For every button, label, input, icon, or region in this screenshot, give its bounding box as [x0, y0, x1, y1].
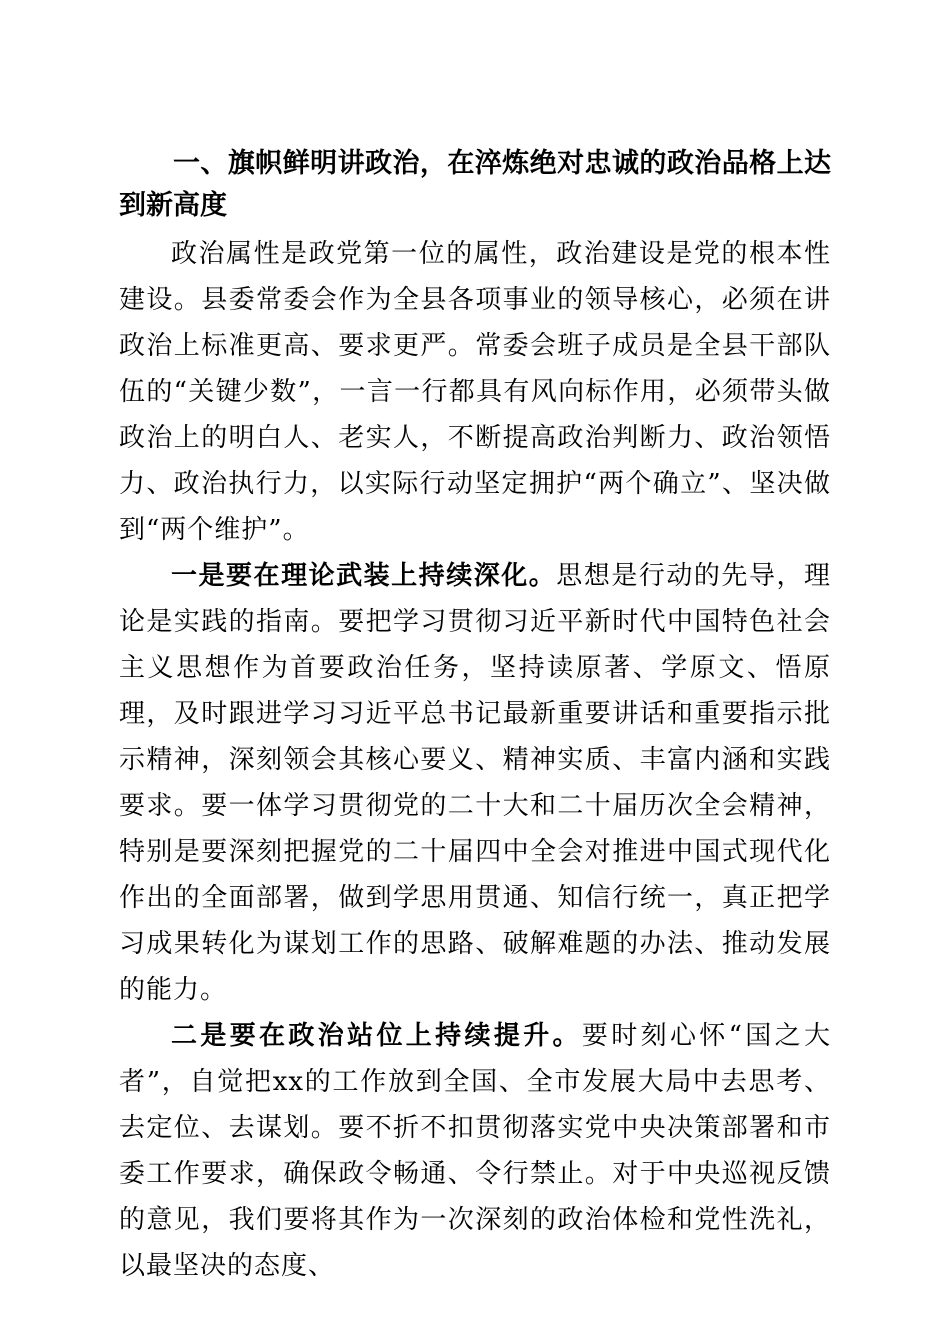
- document-body: [119, 143, 831, 1289]
- body-paragraph: [119, 231, 831, 553]
- paragraph-lead: 一是要在理论武装上持续深化。: [171, 561, 557, 591]
- paragraph-text: 政治属性是政党第一位的属性，政治建设是党的根本性建设。县委常委会作为全县各项事业的领导核心，必须在讲政治上标准更高、要求更严。常委会班子成员是全县干部队伍的“关键少数”，一言一行都具有风向标作用，必须带头做政治上的明白人、老实人，不断提高政治判断力、政治领悟力、政治执行力，以实际行动坚定拥护“两个确立”、坚决做到“两个维护”。: [119, 239, 831, 545]
- paragraph-text: 思想是行动的先导，理论是实践的指南。要把学习贯彻习近平新时代中国特色社会主义思想作为首要政治任务，坚持读原著、学原文、悟原理，及时跟进学习习近平总书记最新重要讲话和重要指示批示精神，深刻领会其核心要义、精神实质、丰富内涵和实践要求。要一体学习贯彻党的二十大和二十届历次全会精神，特别是要深刻把握党的二十届四中全会对推进中国式现代化作出的全面部署，做到学思用贯通、知信行统一，真正把学习成果转化为谋划工作的思路、破解难题的办法、推动发展的能力。: [119, 561, 831, 1005]
- body-paragraph: [119, 553, 831, 1013]
- section-heading: 一、旗帜鲜明讲政治，在淬炼绝对忠诚的政治品格上达到新高度: [119, 148, 831, 221]
- paragraph-lead: 二是要在政治站位上持续提升。: [171, 1021, 582, 1051]
- paragraph-text: 要时刻心怀“国之大者”，自觉把xx的工作放到全国、全市发展大局中去思考、去定位、去谋划。要不折不扣贯彻落实党中央决策部署和市委工作要求，确保政令畅通、令行禁止。对于中央巡视反馈的意见，我们要将其作为一次深刻的政治体检和党性洗礼，以最坚决的态度、: [119, 1021, 831, 1281]
- body-paragraph: [119, 1013, 831, 1289]
